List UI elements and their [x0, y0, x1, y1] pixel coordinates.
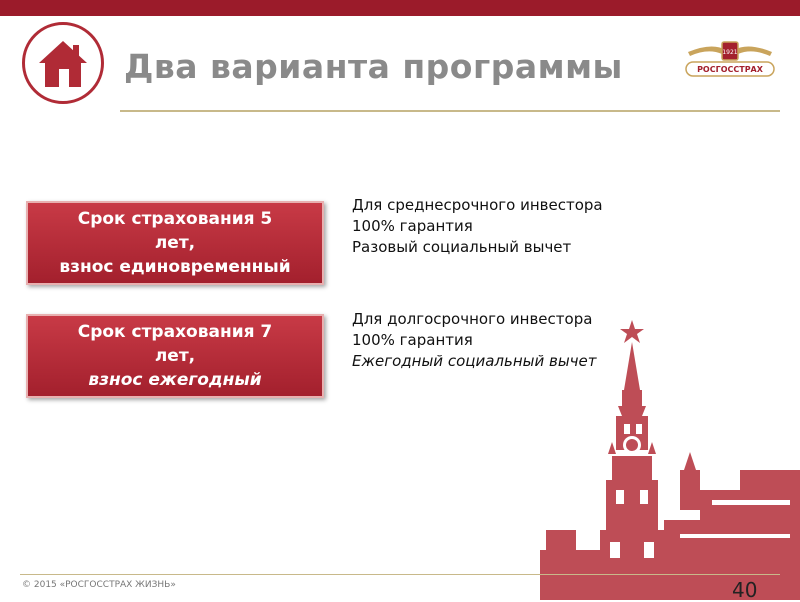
desc-line: Для среднесрочного инвестора [352, 196, 603, 214]
home-icon [37, 39, 89, 89]
desc-line: 100% гарантия [352, 331, 473, 349]
option-line: взнос единовременный [59, 257, 291, 277]
svg-text:РОСГОССТРАХ: РОСГОССТРАХ [697, 65, 763, 74]
option-line: лет, [154, 346, 196, 366]
home-button[interactable] [22, 22, 104, 104]
option-line: Срок страхования 5 [77, 209, 273, 229]
copyright: © 2015 «РОСГОССТРАХ ЖИЗНЬ» [22, 580, 176, 590]
rosgosstrakh-logo [682, 38, 778, 88]
option-box-7-years [26, 314, 324, 398]
header-divider [120, 110, 780, 112]
desc-line: Разовый социальный вычет [352, 238, 572, 256]
page-title: Два варианта программы [124, 47, 623, 86]
page-number: 40 [732, 578, 758, 602]
option-line: Срок страхования 7 [77, 322, 273, 342]
desc-line: Ежегодный социальный вычет [352, 352, 597, 370]
option-line: лет, [154, 233, 196, 253]
top-bar [0, 0, 800, 16]
desc-line: Для долгосрочного инвестора [352, 310, 593, 328]
desc-line: 100% гарантия [352, 217, 473, 235]
svg-text:1921: 1921 [722, 49, 738, 56]
option-description-5-years [352, 195, 603, 258]
option-box-5-years [26, 201, 324, 285]
kremlin-tower-illustration [540, 320, 800, 600]
option-line: взнос ежегодный [88, 370, 262, 390]
footer-divider [20, 574, 780, 575]
